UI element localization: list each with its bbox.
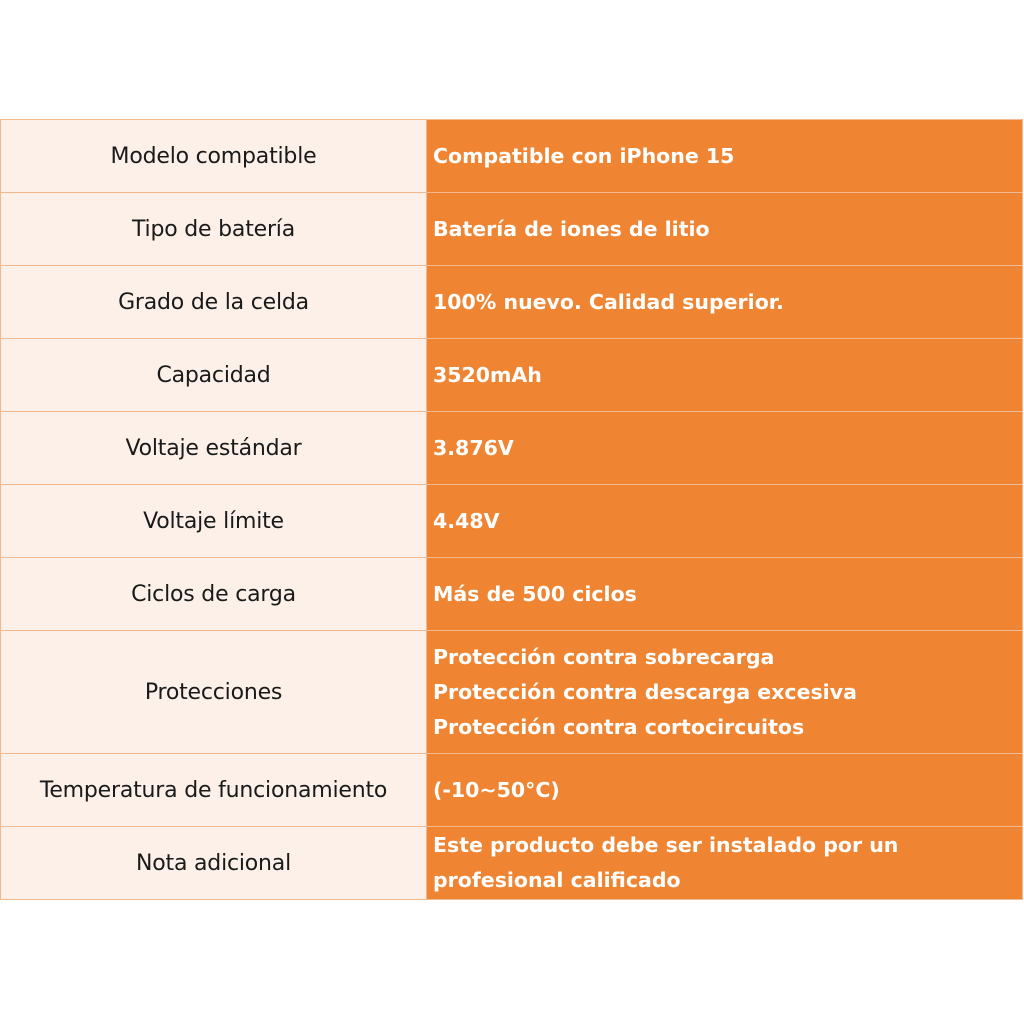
table-row [1, 412, 1023, 485]
spec-value [427, 827, 1023, 900]
spec-label: Voltaje límite [1, 485, 427, 558]
spec-value [427, 339, 1023, 412]
table-row [1, 827, 1023, 900]
table-row [1, 339, 1023, 412]
spec-value-line: (-10~50°C) [433, 777, 560, 802]
spec-value [427, 193, 1023, 266]
spec-value [427, 631, 1023, 754]
table-row [1, 193, 1023, 266]
spec-value-line: Este producto debe ser instalado por un [433, 833, 899, 857]
spec-label: Tipo de batería [1, 193, 427, 266]
spec-value-line: Compatible con iPhone 15 [433, 143, 735, 168]
spec-value-line: 4.48V [433, 508, 500, 533]
spec-label: Grado de la celda [1, 266, 427, 339]
spec-label: Modelo compatible [1, 120, 427, 193]
spec-value-line: 100% nuevo. Calidad superior. [433, 289, 784, 314]
spec-value-line: Más de 500 ciclos [433, 581, 637, 606]
spec-value-line: Protección contra cortocircuitos [433, 714, 805, 739]
spec-value [427, 485, 1023, 558]
spec-table [0, 119, 1023, 900]
table-row [1, 485, 1023, 558]
spec-label: Voltaje estándar [1, 412, 427, 485]
spec-value-line: 3.876V [433, 435, 514, 460]
spec-value [427, 412, 1023, 485]
spec-value [427, 266, 1023, 339]
spec-value-line: profesional calificado [433, 868, 681, 892]
spec-value-line: Protección contra descarga excesiva [433, 679, 857, 704]
table-row [1, 631, 1023, 754]
spec-label: Protecciones [1, 631, 427, 754]
spec-label: Ciclos de carga [1, 558, 427, 631]
spec-value-line: Protección contra sobrecarga [433, 644, 775, 669]
spec-label: Capacidad [1, 339, 427, 412]
spec-value [427, 558, 1023, 631]
table-row [1, 558, 1023, 631]
spec-label: Nota adicional [1, 827, 427, 900]
table-row [1, 120, 1023, 193]
spec-label: Temperatura de funcionamiento [1, 754, 427, 827]
spec-table-body [1, 120, 1023, 900]
spec-value-line: 3520mAh [433, 362, 542, 387]
table-row [1, 266, 1023, 339]
spec-value [427, 754, 1023, 827]
table-row [1, 754, 1023, 827]
spec-value-line: Batería de iones de litio [433, 216, 710, 241]
spec-value [427, 120, 1023, 193]
